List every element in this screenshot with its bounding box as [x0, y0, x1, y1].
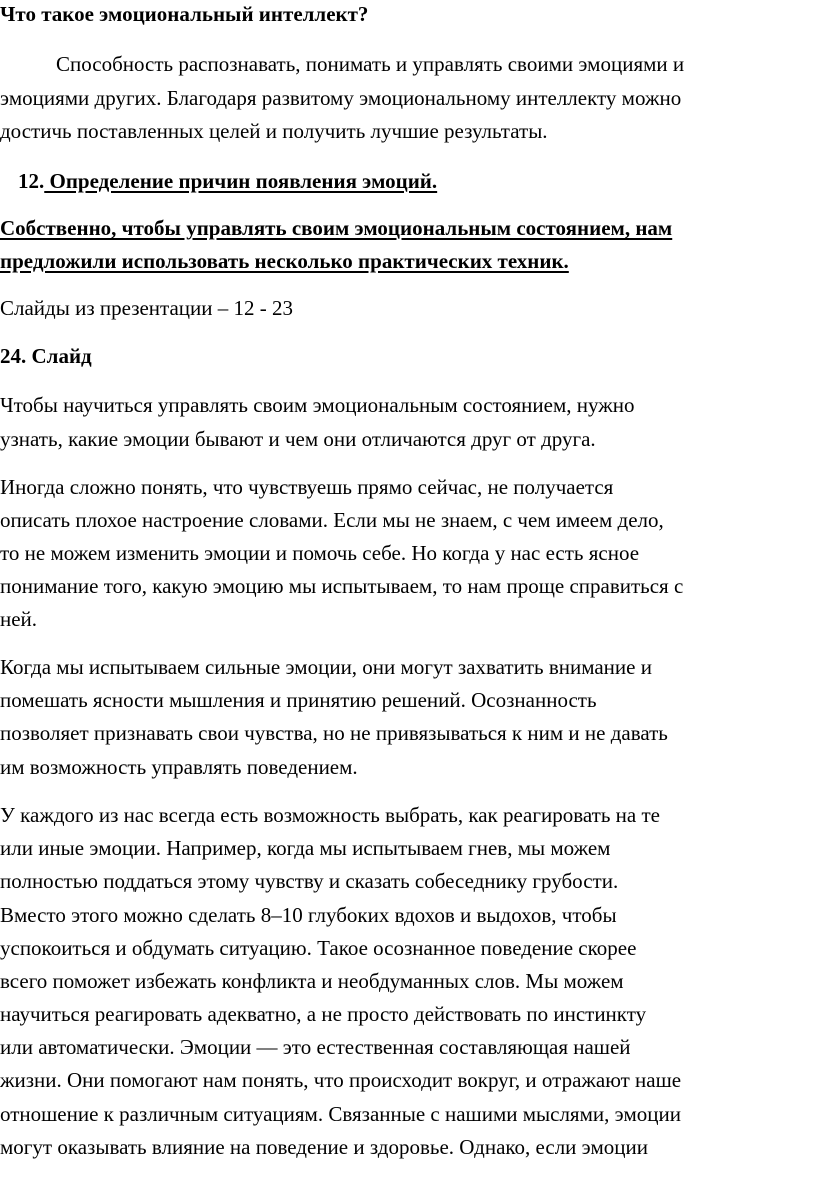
- slides-reference: Слайды из презентации – 12 - 23: [0, 296, 294, 320]
- bold-para-line: предложили использовать несколько практических техник.: [0, 249, 569, 273]
- para-3-line: помешать ясности мышления и принятию решений. Осознанность: [0, 688, 597, 712]
- para-eq-line: Способность распознавать, понимать и управлять своими эмоциями и: [56, 52, 685, 76]
- para-4-line: полностью поддаться этому чувству и сказать собеседнику грубости.: [0, 869, 619, 893]
- para-3-line: им возможность управлять поведением.: [0, 755, 358, 779]
- para-2-line: то не можем изменить эмоции и помочь себе. Но когда у нас есть ясное: [0, 541, 640, 565]
- section-heading: [18, 169, 437, 194]
- para-4-line: или автоматически. Эмоции — это естественная составляющая нашей: [0, 1035, 631, 1059]
- section-number: 12.: [18, 169, 45, 193]
- para-4-line: успокоиться и обдумать ситуацию. Такое осознанное поведение скорее: [0, 936, 637, 960]
- para-4-line: могут оказывать влияние на поведение и здоровье. Однако, если эмоции: [0, 1135, 648, 1159]
- para-eq-line: достичь поставленных целей и получить лучшие результаты.: [0, 119, 548, 143]
- section-title: Определение причин появления эмоций.: [44, 169, 438, 193]
- para-2-line: Иногда сложно понять, что чувствуешь прямо сейчас, не получается: [0, 475, 614, 499]
- para-4-line: жизни. Они помогают нам понять, что происходит вокруг, и отражают наше: [0, 1068, 682, 1092]
- para-4-line: Вместо этого можно сделать 8–10 глубоких вдохов и выдохов, чтобы: [0, 903, 617, 927]
- para-2-line: описать плохое настроение словами. Если мы не знаем, с чем имеем дело,: [0, 508, 664, 532]
- para-2-line: понимание того, какую эмоцию мы испытываем, то нам проще справиться с: [0, 574, 684, 598]
- para-eq-line: эмоциями других. Благодаря развитому эмоциональному интеллекту можно: [0, 86, 682, 110]
- para-4-line: научиться реагировать адекватно, а не просто действовать по инстинкту: [0, 1002, 647, 1026]
- para-4-line: отношение к различным ситуациям. Связанные с нашими мыслями, эмоции: [0, 1102, 681, 1126]
- bold-para-line: Собственно, чтобы управлять своим эмоциональным состоянием, нам: [0, 216, 673, 240]
- para-4-line: всего поможет избежать конфликта и необдуманных слов. Мы можем: [0, 969, 624, 993]
- heading-eq: Что такое эмоциональный интеллект?: [0, 2, 369, 26]
- para-4-line: У каждого из нас всегда есть возможность выбрать, как реагировать на те: [0, 803, 660, 827]
- para-3-line: Когда мы испытываем сильные эмоции, они могут захватить внимание и: [0, 655, 652, 679]
- para-1-line: Чтобы научиться управлять своим эмоциональным состоянием, нужно: [0, 393, 635, 417]
- slide-heading: 24. Слайд: [0, 344, 92, 368]
- para-1-line: узнать, какие эмоции бывают и чем они отличаются друг от друга.: [0, 427, 596, 451]
- para-3-line: позволяет признавать свои чувства, но не привязываться к ним и не давать: [0, 721, 668, 745]
- para-2-line: ней.: [0, 607, 38, 631]
- para-4-line: или иные эмоции. Например, когда мы испытываем гнев, мы можем: [0, 836, 611, 860]
